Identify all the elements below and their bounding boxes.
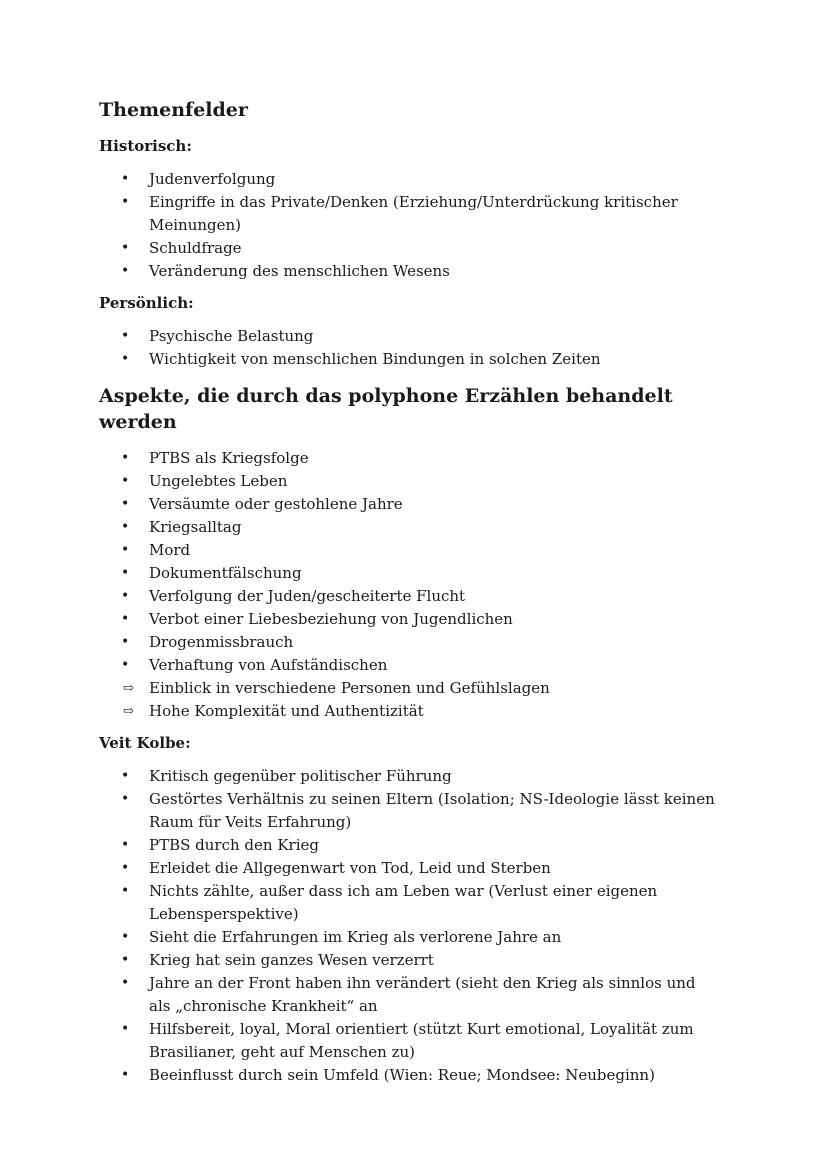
list-item-text: Hilfsbereit, loyal, Moral orientiert (stützt Kurt emotional, Loyalität zum Brasilianer, geht auf Menschen zu)	[149, 1020, 694, 1061]
conclusion-item	[99, 700, 718, 723]
list-item	[99, 168, 718, 191]
list-item	[99, 539, 718, 562]
list-item-text: Sieht die Erfahrungen im Krieg als verlorene Jahre an	[149, 928, 562, 946]
section-heading-veit-kolbe: Veit Kolbe:	[99, 734, 191, 752]
list-item-text: Drogenmissbrauch	[149, 633, 294, 651]
list-item-text: Erleidet die Allgegenwart von Tod, Leid und Sterben	[149, 859, 551, 877]
list-item	[99, 834, 718, 857]
list-item	[99, 654, 718, 677]
list-item	[99, 470, 718, 493]
bullet-icon: •	[121, 791, 130, 807]
bullet-icon: •	[121, 611, 130, 627]
list-item-text: Hohe Komplexität und Authentizität	[149, 702, 424, 720]
list-persoenlich	[99, 325, 718, 371]
list-item-text: Nichts zählte, außer dass ich am Leben war (Verlust einer eigenen Lebensperspektive)	[149, 882, 658, 923]
list-item	[99, 972, 718, 1018]
list-item	[99, 516, 718, 539]
section-heading-persoenlich: Persönlich:	[99, 294, 194, 312]
arrow-right-icon: ⇨	[123, 681, 134, 696]
list-item	[99, 949, 718, 972]
list-item-text: Beeinflusst durch sein Umfeld (Wien: Reue; Mondsee: Neubeginn)	[149, 1066, 655, 1084]
bullet-icon: •	[121, 565, 130, 581]
section-heading-aspekte: Aspekte, die durch das polyphone Erzählen behandelt werden	[99, 385, 673, 433]
list-item-text: Judenverfolgung	[149, 170, 276, 188]
list-item	[99, 608, 718, 631]
bullet-icon: •	[121, 473, 130, 489]
list-item-text: Verbot einer Liebesbeziehung von Jugendlichen	[149, 610, 513, 628]
bullet-icon: •	[121, 171, 130, 187]
list-item	[99, 237, 718, 260]
list-item	[99, 585, 718, 608]
conclusion-item	[99, 677, 718, 700]
bullet-icon: •	[121, 351, 130, 367]
list-item-text: Schuldfrage	[149, 239, 242, 257]
list-item-text: Psychische Belastung	[149, 327, 314, 345]
list-item-text: Mord	[149, 541, 191, 559]
list-item	[99, 788, 718, 834]
bullet-icon: •	[121, 634, 130, 650]
list-item	[99, 348, 718, 371]
list-item-text: Versäumte oder gestohlene Jahre	[149, 495, 403, 513]
list-item	[99, 765, 718, 788]
bullet-icon: •	[121, 328, 130, 344]
list-item-text: Dokumentfälschung	[149, 564, 302, 582]
bullet-icon: •	[121, 975, 130, 991]
bullet-icon: •	[121, 240, 130, 256]
bullet-icon: •	[121, 860, 130, 876]
list-item-text: Kriegsalltag	[149, 518, 242, 536]
list-aspekte	[99, 447, 718, 723]
bullet-icon: •	[121, 588, 130, 604]
bullet-icon: •	[121, 519, 130, 535]
list-item-text: Verhaftung von Aufständischen	[149, 656, 388, 674]
list-veit-kolbe	[99, 765, 718, 1087]
bullet-icon: •	[121, 1067, 130, 1083]
list-item-text: Krieg hat sein ganzes Wesen verzerrt	[149, 951, 434, 969]
list-item	[99, 926, 718, 949]
list-historisch	[99, 168, 718, 283]
bullet-icon: •	[121, 768, 130, 784]
list-item-text: PTBS durch den Krieg	[149, 836, 319, 854]
bullet-icon: •	[121, 263, 130, 279]
list-item-text: Wichtigkeit von menschlichen Bindungen in solchen Zeiten	[149, 350, 601, 368]
list-item	[99, 880, 718, 926]
list-item-text: Eingriffe in das Private/Denken (Erziehung/Unterdrückung kritischer Meinungen)	[149, 193, 678, 234]
list-item-text: Veränderung des menschlichen Wesens	[149, 262, 450, 280]
bullet-icon: •	[121, 952, 130, 968]
list-item	[99, 1018, 718, 1064]
list-item	[99, 325, 718, 348]
list-item-text: Einblick in verschiedene Personen und Gefühlslagen	[149, 679, 550, 697]
bullet-icon: •	[121, 883, 130, 899]
list-item	[99, 447, 718, 470]
section-heading-historisch: Historisch:	[99, 137, 192, 155]
bullet-icon: •	[121, 450, 130, 466]
list-item	[99, 562, 718, 585]
list-item	[99, 857, 718, 880]
list-item-text: Jahre an der Front haben ihn verändert (sieht den Krieg als sinnlos und als „chronische Krankheit“ an	[149, 974, 696, 1015]
list-item-text: Kritisch gegenüber politischer Führung	[149, 767, 452, 785]
bullet-icon: •	[121, 837, 130, 853]
list-item	[99, 191, 718, 237]
bullet-icon: •	[121, 657, 130, 673]
bullet-icon: •	[121, 194, 130, 210]
list-item	[99, 1064, 718, 1087]
bullet-icon: •	[121, 929, 130, 945]
bullet-icon: •	[121, 542, 130, 558]
bullet-icon: •	[121, 496, 130, 512]
list-item	[99, 260, 718, 283]
arrow-right-icon: ⇨	[123, 704, 134, 719]
bullet-icon: •	[121, 1021, 130, 1037]
page-title: Themenfelder	[99, 99, 248, 121]
list-item-text: PTBS als Kriegsfolge	[149, 449, 309, 467]
list-item-text: Ungelebtes Leben	[149, 472, 288, 490]
list-item-text: Gestörtes Verhältnis zu seinen Eltern (Isolation; NS-Ideologie lässt keinen Raum für Veits Erfahrung)	[149, 790, 715, 831]
list-item	[99, 631, 718, 654]
list-item-text: Verfolgung der Juden/gescheiterte Flucht	[149, 587, 466, 605]
list-item	[99, 493, 718, 516]
